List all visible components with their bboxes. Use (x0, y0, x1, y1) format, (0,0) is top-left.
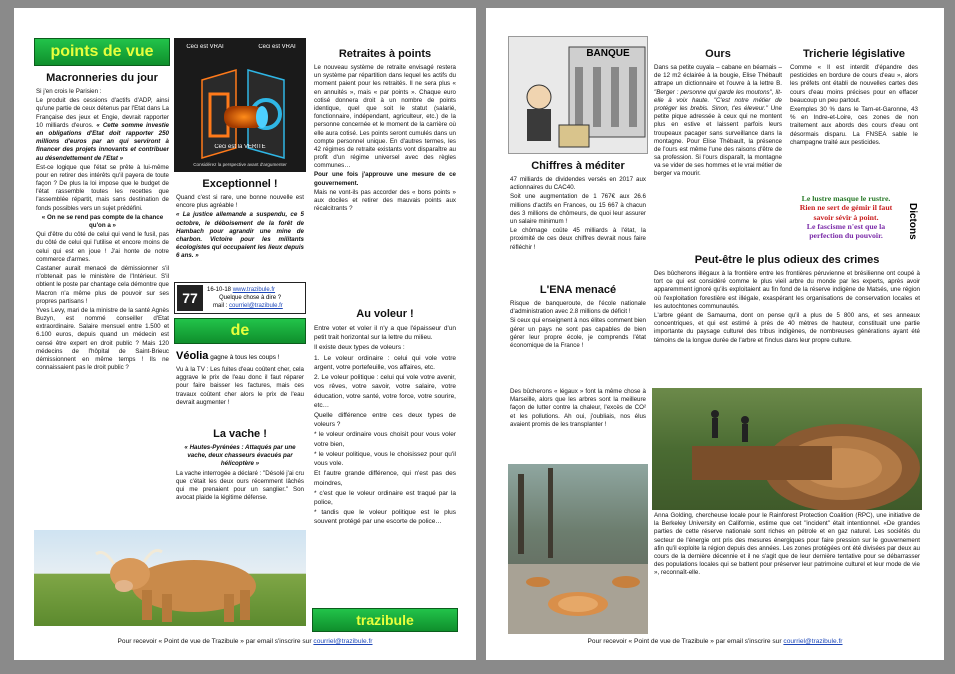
stumps-graphic (508, 464, 648, 634)
dictons-list (792, 194, 900, 241)
issue-site-link[interactable]: www.trazibule.fr (232, 287, 276, 293)
voleur-l6: Et l'autre grande différence, qui n'est pas des moindres, (314, 470, 456, 487)
retraites-tail: Mais ne vont-ils pas accorder des « bons points » aux dociles et retirer des mauvais points aux récalcitrants ? (314, 188, 456, 213)
ours-p1 (654, 64, 782, 179)
ena-p1: Risque de banqueroute, de l'école nationale d'administration avec 2.8 millions de déficit ! (510, 300, 646, 316)
odieux-p3: Anna Golding, chercheuse locale pour le Rainforest Protection Coalition (RPC), une initiative de la Berkeley University en Californie, estime que cet "incident" était intentionnel. «De grandes parties de cette réserve nationale sont riches en pétrole et en gaz naturel. Les sociétés du secteur de l'énergie ont pris des mesures énergiques pour faire pression sur le gouvernement afin qu'il exploite la région depuis des années. Les zones protégées ont été divisées par deux au cours de la dernière décennie et il ne s'agit que de leur dernière tentative pour se débarrasser des populations locales qui se battent pour préserver leur patrimoine culturel et leur mode de vie », reconnaît-elle. (654, 512, 920, 577)
vache-body (176, 444, 304, 526)
vache-quote: « Hautes-Pyrénées : Attaqués par une vache, deux chasseurs évacués par hélicoptère » (184, 444, 296, 468)
voleur-title: Au voleur ! (356, 308, 414, 320)
banque-cartoon (508, 36, 648, 154)
voleur-l2: 2. Le voleur politique : celui qui vole votre avenir, vos rêves, votre savoir, votre salaire, votre éducation, votre santé, votre force, votre sourire, etc… (314, 374, 456, 409)
voleur-body (314, 324, 456, 606)
odieux-p2: L'arbre géant de Samauma, dont on pense qu'il a plus de 5 800 ans, et ses anneaux concentriques, et qui est estimé à près de 40 mètres de hauteur, constituait une partie importante du paysage culturel des tribus indigènes, de nombreuses générations ayant été témoins de la longue durée de l'arbre et l'inclus dans leur propre culture. (654, 311, 920, 344)
macron-title: Macronneries du jour (46, 72, 158, 84)
macron-p5: Castaner aurait menacé de démissionner s'il n'obtenait pas le ministère de l'Intérieur. S'il obtient le poste par chantage cela démontre que Macron n'a même plus de pouvoir sur ses propres partisans ! (36, 264, 169, 305)
ena-p2: Si ceux qui enseignent à nos élites comment bien gérer un pays ne sont pas capables de bien gérer leur propre école, je comprends l'état économique de la France ! (510, 317, 646, 349)
except-p2: « La justice allemande a suspendu, ce 5 octobre, le déboisement de la forêt de Hambach pour agrandir une mine de charbon. Victoire pour les militants écologistes qui occupaient les lieux depuis 6 ans. » (176, 211, 304, 260)
dictons-box (788, 192, 920, 252)
odieux-p1: Des bûcherons illégaux à la frontière entre les frontières péruvienne et brésilienne ont coupé à tort ce qui est considéré comme le plus vieil arbre du monde par les experts, après avoir apparemment ignoré qu'ils exploitaient au fin fond de la réserve indigène de Matsés, une région où l'exploitation forestière est illégale, exaspérant les organisations de conservation locales et les autochtones communautés. (654, 270, 920, 310)
banque-sign: BANQUE (586, 48, 630, 59)
except-body (176, 194, 304, 280)
vache-p2: La vache interrogée a déclaré : "Désolé j'ai cru que c'était les deux ours récemment lâchés qui me prenaient pour un sanglier." Son avocat plaide la légitime défense. (176, 469, 304, 502)
footer-left (14, 638, 476, 645)
veolia-heading (176, 350, 306, 362)
page-right (486, 8, 944, 660)
voleur-l0: Il existe deux types de voleurs : (314, 344, 405, 352)
issue-info (207, 286, 305, 310)
issue-line1 (207, 286, 305, 294)
ena-body (510, 300, 646, 384)
cow-graphic (34, 530, 306, 626)
retraites-bold: Pour une fois j'approuve une mesure de ce gouvernement. (314, 171, 456, 187)
veolia-subtitle: gagne à tous les coups ! (210, 354, 280, 361)
ours-body (654, 64, 782, 250)
bucherons-body: Des bûcherons « légaux » font la même chose à Marseille, alors que les arbres sont la meilleure façon de lutter contre la chaleur, l'excès de CO² et les pollutions. Ah oui, j'oubliais, nos élus avaient promis de les transplanter ! (510, 388, 646, 428)
chiffres-p1: 47 milliards de dividendes versés en 2017 aux actionnaires du CAC40. (510, 176, 646, 192)
voleur-l8: * tandis que le voleur politique est le plus souvent protégé par une escorte de police… (314, 509, 456, 526)
page-left (14, 8, 476, 660)
macron-p1: Si j'en crois le Parisien : (36, 88, 102, 95)
voleur-l3: Quelle différence entre ces deux types de voleurs ? (314, 411, 456, 429)
vache-title: La vache ! (213, 428, 267, 440)
cover-illustration (174, 38, 306, 172)
except-p1: Quand c'est si rare, une bonne nouvelle est encore plus agréable ! (176, 194, 304, 210)
chiffres-title: Chiffres à méditer (531, 160, 625, 172)
cover-right-label: Ceci est VRAI (258, 44, 296, 50)
triche-p2: Exemples 30 % dans le Tarn-et-Garonne, 43 % en Indre-et-Loire, ces zones de non traitement aux abords des cours d'eau ont désormais disparu. La FNSEA sable le champagne traité aux pesticides. (790, 105, 918, 146)
triche-p1: Comme « Il est interdit d'épandre des pesticides en bordure de cours d'eau », alors les préfets ont établi de nouvelles cartes des cours d'eau moins précises pour en effacer beaucoup un peu partout. (790, 64, 918, 104)
issue-box (174, 282, 306, 314)
de-banner: de (174, 318, 306, 344)
triche-body (790, 64, 918, 192)
brand-banner: trazibule (312, 608, 458, 632)
voleur-l5: * le voleur politique, vous le choisissez pour qu'il vous vole. (314, 450, 456, 468)
chiffres-body (510, 176, 646, 280)
masthead-banner: points de vue (34, 38, 170, 66)
ena-title: L'ENA menacé (539, 284, 617, 296)
retraites-body (314, 64, 456, 304)
ours-title: Ours (705, 48, 731, 60)
ours-text: Dans sa petite cuyala – cabane en béarnais – de 12 m2 éclairée à la bougie, Elise Thébault attrape un dictionnaire et l'ouvre à la lettre B. (654, 64, 782, 88)
chiffres-p2: Soit une augmentation de 1 767€ aux 26.6 millions d'actifs en Frances, ou 15 667 à chacun des 3 millions de chômeurs, de quoi leur assurer un salaire minimum ! (510, 193, 646, 225)
issue-mail-label: mail : (213, 303, 228, 310)
macron-p2-quote: « Cette somme investie en obligations d'Etat doit rapporter 250 millions d'euros par an qui serviront à financer des projets innovants et contribuer au désendettement de l'Etat » (36, 121, 169, 162)
cover-bottom-label: Ceci est la VÉRITÉ (214, 144, 266, 150)
macron-body (36, 88, 169, 528)
footer-left-mail-link[interactable]: courriel@trazibule.fr (313, 638, 373, 645)
macron-p6: Yves Levy, mari de la ministre de la santé Agnès Buzyn, est nommé conseiller d'Etat extraordinaire. Salaire mensuel entre 1.500 et 6.100 euros, depuis quand un médecin est censé être expert en droit public ? Mais 120 médecins de l'hôpital de Saint-Brieuc démissionnent en même temps ! Ils ne connaissaient pas le droit public ? (36, 306, 169, 372)
footer-right (486, 638, 944, 645)
veolia-title: Véolia (176, 350, 209, 362)
issue-line2: Quelque chose à dire ? (219, 295, 282, 302)
triche-title: Tricherie législative (802, 48, 906, 60)
macron-p2-text: Le produit des cessions d'actifs d'ADP, ainsi qu'une partie de ceux détenus par l'Etat dans La Française des jeux et Engie, devrait rapporter 10 milliards d'euros. (36, 97, 169, 129)
retraites-title: Retraites à points (338, 48, 432, 60)
retraites-p1: Le nouveau système de retraite envisagé restera un système par répartition dans lequel les actifs du moment paient pour les retraités. Il ne sera plus « en annuités », mais « par points ». Chaque euro cotisé donnera droit à un nombre de points identique, quel que soit le statut (salarié, fonctionnaire, indépendant, agriculteur, etc.) de la personne concernée et le moment de la carrière où elle aura cotisé. Les points seront cumulés dans un compte personnel unique. En d'autres termes, les 42 régimes de retraite existants vont disparaître au profit d'un régime universel avec des règles communes… (314, 64, 456, 170)
dicton-1: Le lustre masque le rustre. (801, 194, 891, 203)
chiffres-p3: Le chômage coûte 45 milliards à l'état, la proximité de ces deux chiffres devrait nous faire réfléchir ! (510, 227, 646, 251)
ours-rest: Une petite pique adressée à ceux qui ne montent plus en estive et laissent parfois leurs troupeaux pacager sans surveillance dans la montagne. Pour Elise Thébault, la présence de l'ours est même l'une des raisons d'être de sa profession. Si l'ours disparaît, la montagne va se vider de ses hommes et le vrai métier de berger va mourir. (654, 104, 782, 178)
footer-right-mail-link[interactable]: courriel@trazibule.fr (783, 638, 843, 645)
stumps-photo (508, 464, 648, 634)
voleur-intro: Entre voter et voler il n'y a que l'épaisseur d'un petit trait horizontal sur la lettre du milieu. (314, 325, 456, 342)
macron-p2 (36, 97, 169, 163)
footer-right-text: Pour recevoir « Point de vue de Trazibule » par email s'inscrire sur (587, 638, 782, 645)
cover-caption: Considérez la perspective avant d'argumenter (193, 162, 287, 167)
macron-p4: Qui d'être du côté de celui qui vend le fusil, pas du côté de celui qui l'utilise et encore moins de celui qui est en joue ! J'ai honte de notre commerce d'armes. (36, 231, 169, 263)
ours-quote: "Berger : personne qui garde les moutons", lit-elle à voix haute. "C'est notre métier de protéger les brebis. Sinon, t'es éleveur." (654, 88, 782, 112)
voleur-l4: * le voleur ordinaire vous choisit pour vous voler votre bien, (314, 431, 456, 448)
dicton-3: Le fascisme n'est que la perfection du pouvoir. (806, 222, 886, 241)
odieux-body (654, 270, 920, 384)
issue-number: 77 (177, 285, 203, 311)
dicton-2: Rien ne sert de gémir il faut savoir sévir à point. (799, 203, 893, 222)
voleur-l1: 1. Le voleur ordinaire : celui qui vole votre argent, votre portefeuille, vos affaires, etc. (314, 354, 456, 371)
veolia-body: Vu à la TV : Les fuites d'eau coûtent cher, cela aggrave le prix de l'eau donc il faut réparer pour faire baisser les factures, mais ces travaux coûtent cher alors le prix de l'eau devrait augmenter ! (176, 366, 304, 406)
macron-p3: Est-ce logique que l'état se prête à lui-même pour en retirer des intérêts qu'il payera de toute façon ? De plus la loi impose que le budget de l'état rassemble toutes les recettes que l'assemblée répartit, mais sans destination de fonds possibles vers un sujet prédéfini. (36, 163, 169, 212)
perspective-graphic (174, 38, 306, 172)
except-title: Exceptionnel ! (202, 178, 278, 190)
cow-photo (34, 530, 306, 626)
odieux-title: Peut-être le plus odieux des crimes (694, 254, 880, 266)
voleur-l7: * c'est que le voleur ordinaire est traqué par la police, (314, 489, 456, 506)
macron-quote: « On ne se rend pas compte de la chance qu'on a » (41, 213, 164, 229)
issue-date: 16-10-18 (207, 287, 232, 293)
footer-left-text: Pour recevoir « Point de vue de Trazibule » par email s'inscrire sur (117, 638, 312, 645)
tree-graphic (652, 388, 922, 510)
tree-photo (652, 388, 922, 510)
dictons-label: Dictons (907, 202, 918, 240)
issue-mail-link[interactable]: courriel@trazibule.fr (229, 303, 283, 310)
cover-left-label: Ceci est VRAI (186, 44, 224, 50)
